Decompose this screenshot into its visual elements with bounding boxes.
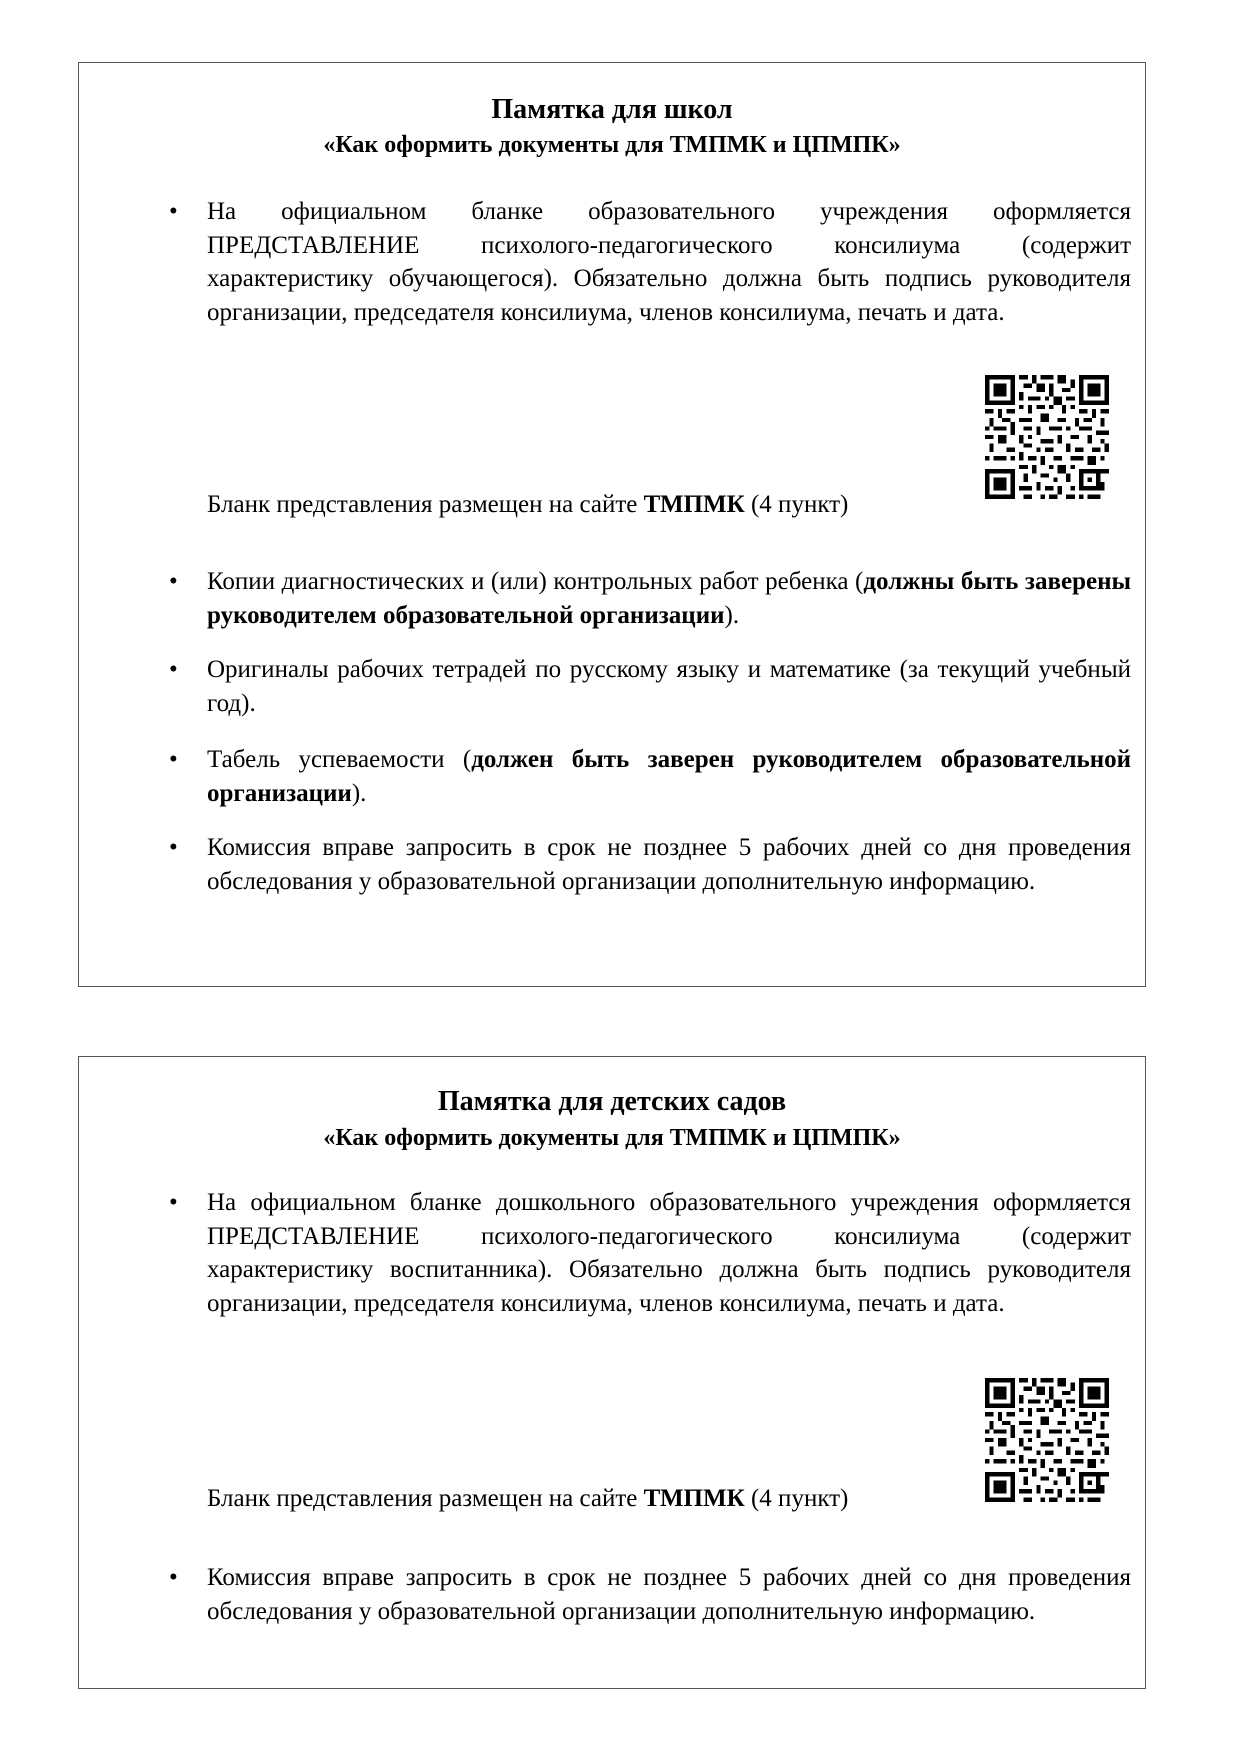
qr-code-icon (985, 375, 1109, 499)
bullet-icon (169, 653, 178, 687)
item-emphasis: должны быть заверены руководителем образовательной организации (207, 568, 1131, 629)
school-item-2 (207, 565, 1131, 632)
note-suffix: (4 пункт) (744, 1485, 849, 1512)
bullet-icon (169, 565, 178, 599)
kindergarten-item-1: На официальном бланке дошкольного образовательного учреждения оформляется ПРЕДСТАВЛЕНИЕ психолого-педагогического консилиума (содержит характеристику воспитанника). Обязательно должна быть подпись руководителя организации, председателя консилиума, членов консилиума, печать и дата. (207, 1189, 1131, 1317)
bullet-icon (169, 1561, 178, 1595)
school-form-note (207, 488, 848, 521)
site-name: ТМПМК (643, 491, 745, 518)
bullet-icon (169, 743, 178, 777)
kindergarten-form-note (207, 1482, 848, 1515)
school-item-5: Комиссия вправе запросить в срок не позднее 5 рабочих дней со дня проведения обследования у образовательной организации дополнительную информацию. (207, 834, 1131, 895)
bullet-icon (169, 1186, 178, 1220)
school-memo-subtitle: «Как оформить документы для ТМПМК и ЦПМПК» (323, 132, 901, 158)
kindergarten-item-2: Комиссия вправе запросить в срок не позднее 5 рабочих дней со дня проведения обследования у образовательной организации дополнительную информацию. (207, 1564, 1131, 1625)
item-text: Копии диагностических и (или) контрольных работ ребенка ( (207, 568, 864, 595)
note-text: Бланк представления размещен на сайте (207, 491, 644, 518)
school-item-4 (207, 743, 1131, 810)
note-suffix: (4 пункт) (744, 491, 849, 518)
school-item-1: На официальном бланке образовательного учреждения оформляется ПРЕДСТАВЛЕНИЕ психолого-педагогического консилиума (содержит характеристику обучающегося). Обязательно должна быть подпись руководителя организации, председателя консилиума, членов консилиума, печать и дата. (207, 198, 1131, 326)
school-memo-title: Памятка для школ (491, 94, 733, 125)
bullet-icon (169, 831, 178, 865)
kindergarten-memo-subtitle: «Как оформить документы для ТМПМК и ЦПМПК» (323, 1125, 901, 1151)
note-text: Бланк представления размещен на сайте (207, 1485, 644, 1512)
kindergarten-memo-title: Памятка для детских садов (437, 1086, 787, 1117)
qr-code-icon (985, 1378, 1109, 1502)
bullet-icon (169, 195, 178, 229)
school-item-3: Оригиналы рабочих тетрадей по русскому языку и математике (за текущий учебный год). (207, 656, 1131, 717)
site-name: ТМПМК (643, 1485, 745, 1512)
item-text: ). (724, 601, 740, 629)
item-text: Табель успеваемости ( (207, 746, 472, 773)
school-memo-card (78, 62, 1146, 987)
item-text: ). (351, 779, 367, 807)
kindergarten-memo-card (78, 1056, 1146, 1689)
item-emphasis: должен быть заверен руководителем образовательной организации (207, 746, 1132, 807)
